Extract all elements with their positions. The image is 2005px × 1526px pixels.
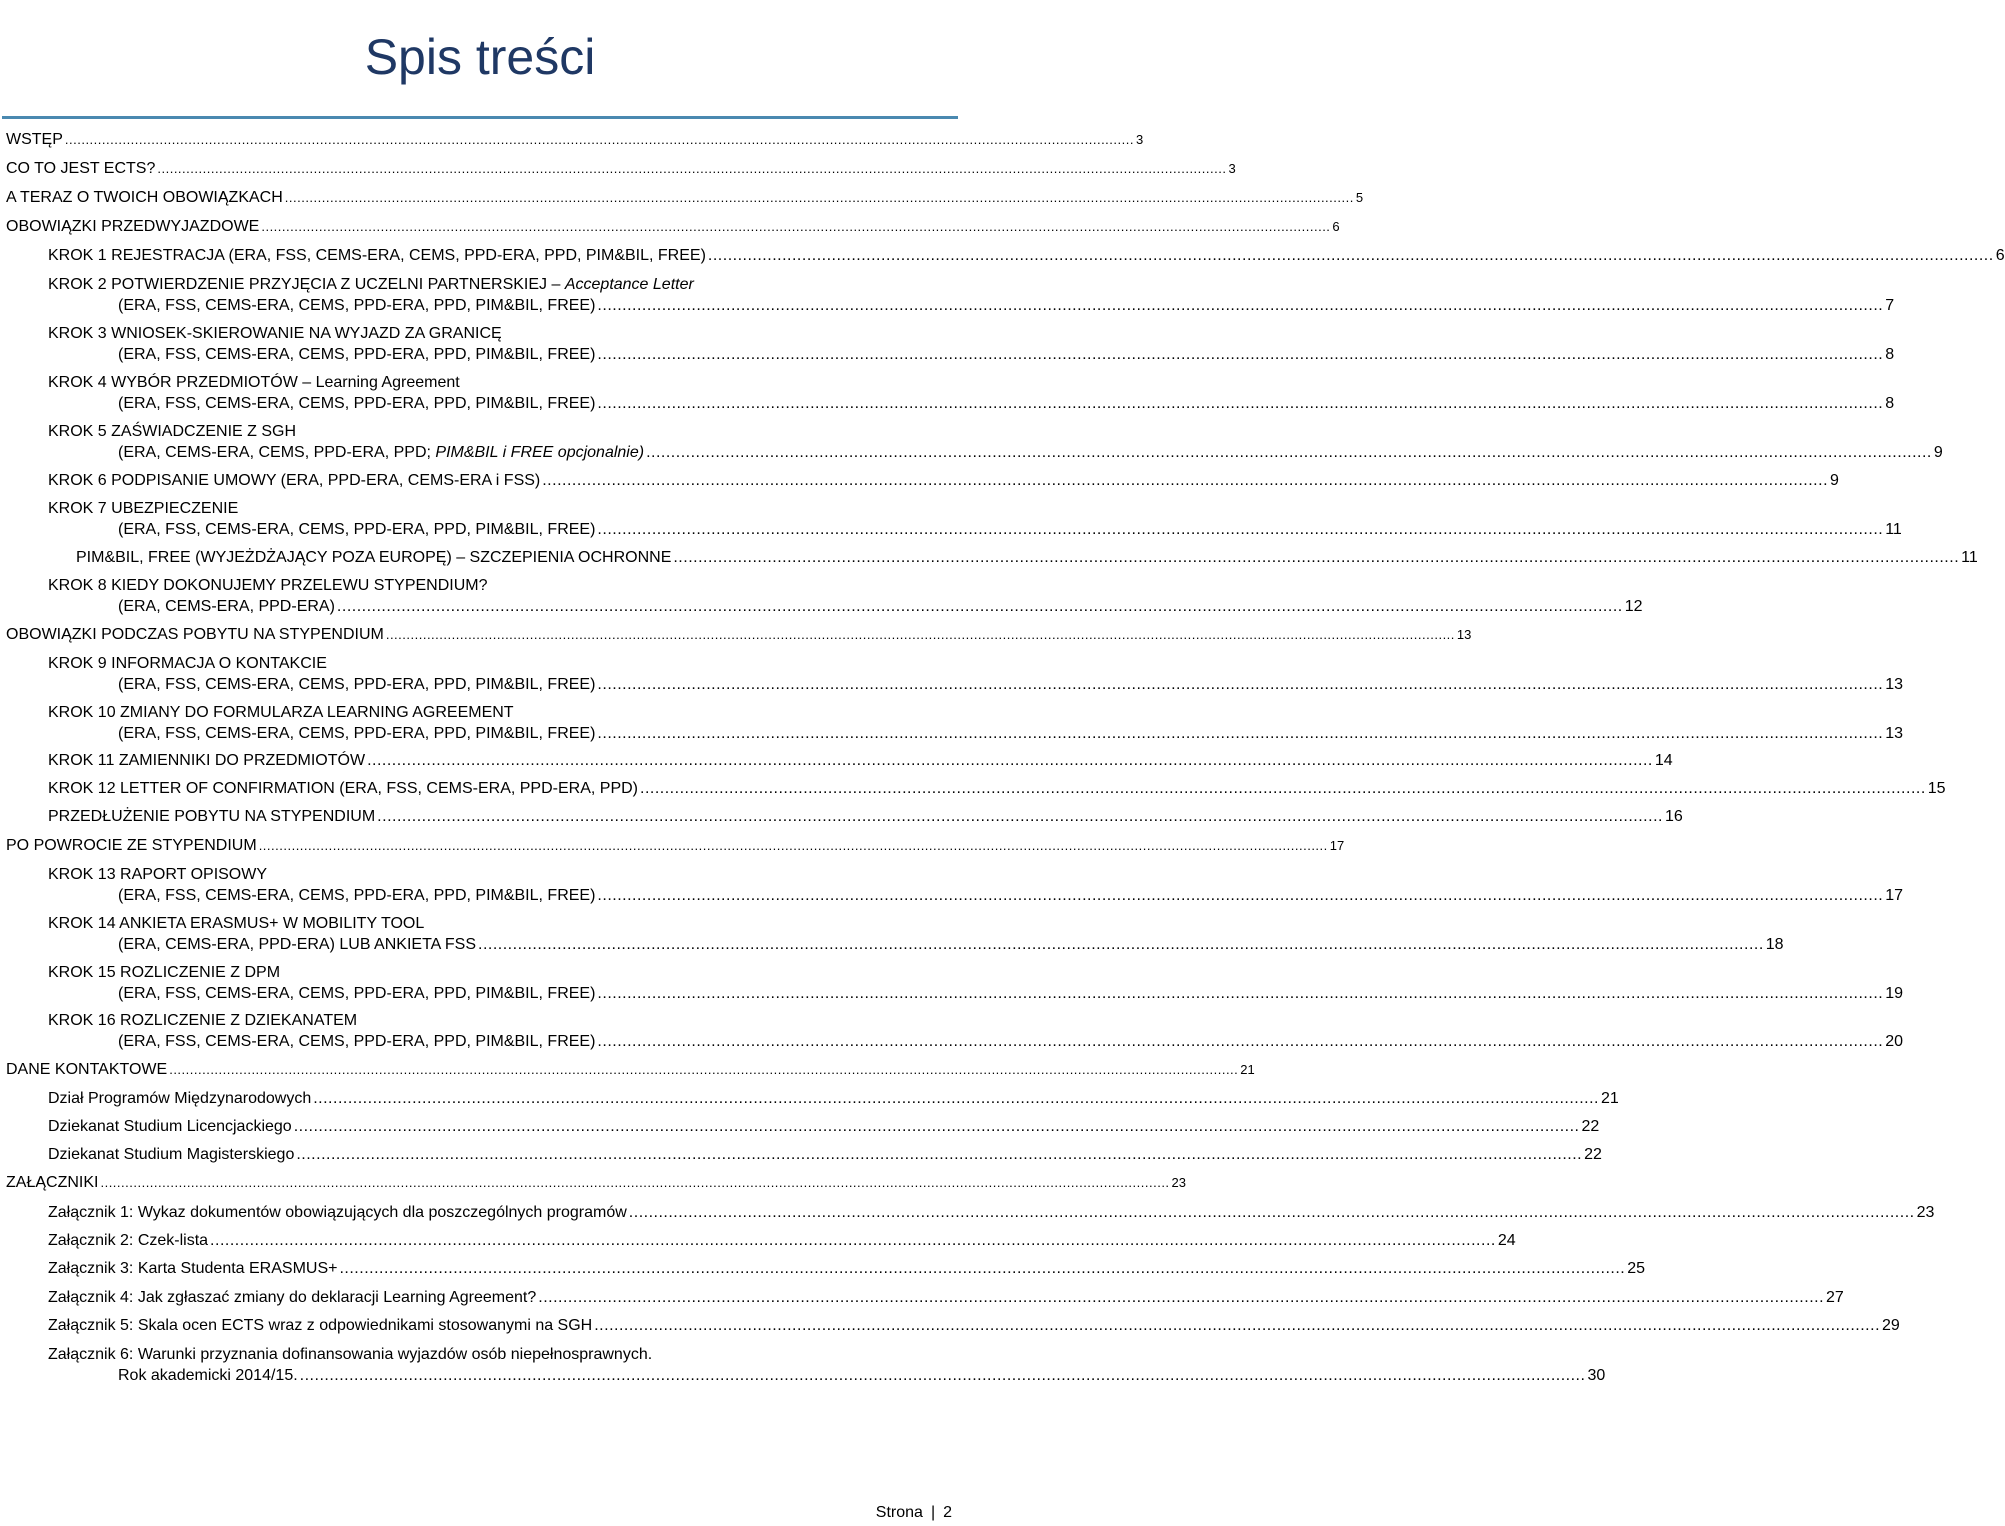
toc-page-number: 3 — [1135, 132, 1144, 147]
toc-entry-krok-16[interactable] — [118, 1031, 1903, 1053]
toc-entry-label: (ERA, FSS, CEMS-ERA, CEMS, PPD-ERA, PPD, PIM&BIL, FREE) — [118, 1033, 596, 1050]
toc-page-number: 21 — [1240, 1062, 1255, 1077]
toc-entry-label: Załącznik 2: Czek-lista — [48, 1232, 209, 1249]
toc-entry-podczas-pobytu[interactable] — [6, 624, 1472, 646]
toc-entry-zalacznik-3[interactable] — [48, 1258, 1646, 1280]
toc-page-number: 3 — [1228, 161, 1236, 176]
toc-page-number: 27 — [1826, 1289, 1844, 1306]
toc-dot-leader: .................................................................................................................................................................................................................................................................... — [673, 549, 1960, 566]
toc-entry-przedluzenie[interactable] — [48, 806, 1683, 828]
toc-entry-label: OBOWIĄZKI PRZEDWYJAZDOWE — [6, 218, 260, 235]
toc-entry-dziekanat-licencjacki[interactable] — [48, 1116, 1600, 1138]
toc-entry-label: Załącznik 4: Jak zgłaszać zmiany do deklaracji Learning Agreement? — [48, 1289, 537, 1306]
toc-dot-leader: .................................................................................................................................................................................................................................................................... — [293, 1118, 1580, 1135]
toc-dot-leader: .................................................................................................................................................................................................................................................................... — [100, 1175, 1170, 1190]
toc-dot-leader: .................................................................................................................................................................................................................................................................... — [313, 1090, 1599, 1107]
toc-page-number: 17 — [1885, 887, 1903, 904]
toc-page-number: 19 — [1885, 985, 1903, 1002]
toc-entry-label: (ERA, CEMS-ERA, PPD-ERA) LUB ANKIETA FSS — [118, 936, 476, 953]
toc-entry-krok-3-heading: KROK 3 WNIOSEK-SKIEROWANIE NA WYJAZD ZA GRANICĘ — [48, 325, 502, 342]
toc-page-number: 16 — [1664, 808, 1683, 825]
footer-label: Strona — [875, 1504, 923, 1521]
toc-entry-label: (ERA, FSS, CEMS-ERA, CEMS, PPD-ERA, PPD, PIM&BIL, FREE) — [118, 346, 596, 363]
toc-entry-label: (ERA, FSS, CEMS-ERA, CEMS, PPD-ERA, PPD, PIM&BIL, FREE) — [118, 521, 596, 538]
toc-entry-label-italic: PIM&BIL i FREE opcjonalnie) — [435, 444, 645, 461]
toc-entry-zalacznik-2[interactable] — [48, 1230, 1516, 1252]
toc-entry-zalacznik-6-heading: Załącznik 6: Warunki przyznania dofinansowania wyjazdów osób niepełnosprawnych. — [48, 1346, 653, 1363]
toc-dot-leader: .................................................................................................................................................................................................................................................................... — [258, 838, 1328, 853]
toc-dot-leader: .................................................................................................................................................................................................................................................................... — [284, 190, 1354, 205]
toc-entry-krok-9-heading: KROK 9 INFORMACJA O KONTAKCIE — [48, 655, 327, 672]
toc-dot-leader: .................................................................................................................................................................................................................................................................... — [597, 521, 1884, 538]
toc-entry-krok-15-heading: KROK 15 ROZLICZENIE Z DPM — [48, 964, 281, 981]
toc-entry-label: DANE KONTAKTOWE — [6, 1061, 168, 1078]
toc-dot-leader: .................................................................................................................................................................................................................................................................... — [646, 444, 1932, 461]
toc-page-number: 11 — [1885, 521, 1902, 538]
toc-entry-krok-14[interactable] — [118, 934, 1784, 956]
toc-dot-leader: .................................................................................................................................................................................................................................................................... — [542, 472, 1829, 489]
toc-dot-leader: .................................................................................................................................................................................................................................................................... — [640, 780, 1926, 797]
toc-entry-krok-1[interactable] — [48, 245, 2005, 267]
toc-entry-krok-7-heading: KROK 7 UBEZPIECZENIE — [48, 500, 239, 517]
toc-entry-dzial-programow[interactable] — [48, 1088, 1619, 1110]
toc-page-number: 24 — [1497, 1232, 1516, 1249]
toc-page-number: 6 — [1995, 247, 2005, 264]
toc-dot-leader: .................................................................................................................................................................................................................................................................... — [597, 985, 1884, 1002]
toc-entry-label: Dziekanat Studium Magisterskiego — [48, 1146, 295, 1163]
toc-dot-leader: .................................................................................................................................................................................................................................................................... — [707, 247, 1994, 264]
toc-entry-label: KROK 6 PODPISANIE UMOWY (ERA, PPD-ERA, CEMS-ERA i FSS) — [48, 472, 541, 489]
footer-separator: | — [930, 1504, 936, 1521]
toc-page-number: 12 — [1624, 598, 1643, 615]
toc-entry-obowiazki[interactable] — [6, 187, 1364, 209]
toc-dot-leader: .................................................................................................................................................................................................................................................................... — [597, 395, 1884, 412]
toc-dot-leader: .................................................................................................................................................................................................................................................................... — [628, 1204, 1915, 1221]
toc-dot-leader: .................................................................................................................................................................................................................................................................... — [261, 219, 1331, 234]
toc-page-number: 18 — [1765, 936, 1784, 953]
toc-entry-label: Załącznik 1: Wykaz dokumentów obowiązujących dla poszczególnych programów — [48, 1204, 627, 1221]
toc-entry-label-italic: Acceptance Letter — [564, 276, 694, 293]
toc-entry-krok-5-heading: KROK 5 ZAŚWIADCZENIE Z SGH — [48, 423, 297, 440]
toc-dot-leader: .................................................................................................................................................................................................................................................................... — [299, 1367, 1586, 1384]
toc-entry-label: (ERA, FSS, CEMS-ERA, CEMS, PPD-ERA, PPD, PIM&BIL, FREE) — [118, 395, 596, 412]
toc-page-number: 23 — [1916, 1204, 1935, 1221]
toc-entry-label: A TERAZ O TWOICH OBOWIĄZKACH — [6, 189, 283, 206]
toc-entry-krok-14-heading: KROK 14 ANKIETA ERASMUS+ W MOBILITY TOOL — [48, 915, 425, 932]
toc-entry-label-part: (ERA, CEMS-ERA, CEMS, PPD-ERA, PPD; — [118, 444, 436, 461]
toc-entry-label — [118, 442, 644, 464]
toc-entry-label: (ERA, FSS, CEMS-ERA, CEMS, PPD-ERA, PPD, PIM&BIL, FREE) — [118, 985, 596, 1002]
toc-dot-leader: .................................................................................................................................................................................................................................................................... — [377, 808, 1663, 825]
toc-dot-leader: .................................................................................................................................................................................................................................................................... — [597, 1033, 1884, 1050]
toc-dot-leader: .................................................................................................................................................................................................................................................................... — [597, 346, 1884, 363]
toc-entry-dziekanat-magisterski[interactable] — [48, 1144, 1602, 1166]
toc-dot-leader: .................................................................................................................................................................................................................................................................... — [296, 1146, 1583, 1163]
toc-entry-label: Rok akademicki 2014/15. — [118, 1367, 298, 1384]
toc-dot-leader: .................................................................................................................................................................................................................................................................... — [336, 598, 1623, 615]
toc-page-number: 29 — [1882, 1317, 1900, 1334]
toc-page-number: 9 — [1830, 472, 1839, 489]
toc-entry-label: (ERA, CEMS-ERA, PPD-ERA) — [118, 598, 335, 615]
toc-entry-zalacznik-5[interactable] — [48, 1315, 1900, 1337]
toc-page-number: 22 — [1584, 1146, 1602, 1163]
toc-dot-leader: .................................................................................................................................................................................................................................................................... — [385, 627, 1455, 642]
toc-page-number: 11 — [1961, 549, 1978, 566]
toc-entry-krok-2-heading — [48, 274, 694, 296]
toc-page-number: 20 — [1885, 1033, 1903, 1050]
toc-entry-label: KROK 2 POTWIERDZENIE PRZYJĘCIA Z UCZELNI PARTNERSKIEJ – — [48, 276, 565, 293]
toc-entry-krok-11[interactable] — [48, 750, 1673, 772]
toc-entry-zalaczniki[interactable] — [6, 1172, 1187, 1194]
toc-page-number: 14 — [1654, 752, 1673, 769]
toc-page-number: 15 — [1927, 780, 1946, 797]
toc-page-number: 13 — [1885, 676, 1903, 693]
toc-page-number: 13 — [1885, 725, 1903, 742]
toc-page-number: 6 — [1332, 219, 1340, 234]
toc-entry-label: PO POWROCIE ZE STYPENDIUM — [6, 837, 257, 854]
toc-entry-krok-4[interactable] — [118, 393, 1895, 415]
toc-entry-label: (ERA, FSS, CEMS-ERA, CEMS, PPD-ERA, PPD, PIM&BIL, FREE) — [118, 676, 596, 693]
toc-entry-krok-4-heading: KROK 4 WYBÓR PRZEDMIOTÓW – Learning Agreement — [48, 374, 460, 391]
toc-page-number: 7 — [1885, 297, 1895, 314]
toc-entry-krok-12[interactable] — [48, 778, 1946, 800]
footer-page-number: 2 — [943, 1504, 952, 1521]
toc-entry-krok-5[interactable] — [118, 442, 1943, 464]
toc-entry-krok-10[interactable] — [118, 723, 1903, 745]
toc-entry-label: WSTĘP — [6, 131, 63, 148]
toc-page-number: 22 — [1581, 1118, 1600, 1135]
toc-entry-krok-2[interactable] — [118, 295, 1895, 317]
toc-entry-krok-15[interactable] — [118, 983, 1903, 1005]
toc-entry-krok-7[interactable] — [118, 519, 1902, 541]
toc-dot-leader: .................................................................................................................................................................................................................................................................... — [538, 1289, 1825, 1306]
toc-entry-label: OBOWIĄZKI PODCZAS POBYTU NA STYPENDIUM — [6, 626, 384, 643]
toc-entry-krok-13-heading: KROK 13 RAPORT OPISOWY — [48, 866, 268, 883]
toc-entry-label: Załącznik 5: Skala ocen ECTS wraz z odpowiednikami stosowanymi na SGH — [48, 1317, 593, 1334]
toc-dot-leader: .................................................................................................................................................................................................................................................................... — [594, 1317, 1881, 1334]
toc-entry-krok-8[interactable] — [118, 596, 1643, 618]
toc-entry-krok-6[interactable] — [48, 470, 1839, 492]
toc-dot-leader: .................................................................................................................................................................................................................................................................... — [597, 676, 1884, 693]
toc-entry-label: Załącznik 3: Karta Studenta ERASMUS+ — [48, 1260, 338, 1277]
toc-entry-zalacznik-4[interactable] — [48, 1287, 1844, 1309]
toc-dot-leader: .................................................................................................................................................................................................................................................................... — [339, 1260, 1626, 1277]
toc-dot-leader: .................................................................................................................................................................................................................................................................... — [597, 725, 1884, 742]
toc-entry-dane-kontaktowe[interactable] — [6, 1059, 1255, 1081]
toc-dot-leader: .................................................................................................................................................................................................................................................................... — [169, 1062, 1239, 1077]
toc-page-number: 13 — [1456, 627, 1472, 642]
toc-dot-leader: .................................................................................................................................................................................................................................................................... — [597, 297, 1884, 314]
toc-dot-leader: .................................................................................................................................................................................................................................................................... — [597, 887, 1884, 904]
toc-entry-krok-16-heading: KROK 16 ROZLICZENIE Z DZIEKANATEM — [48, 1012, 358, 1029]
toc-entry-zalacznik-1[interactable] — [48, 1202, 1935, 1224]
toc-entry-label: KROK 12 LETTER OF CONFIRMATION (ERA, FSS, CEMS-ERA, PPD-ERA, PPD) — [48, 780, 638, 797]
toc-dot-leader: .................................................................................................................................................................................................................................................................... — [478, 936, 1764, 953]
toc-entry-krok-13[interactable] — [118, 885, 1903, 907]
toc-entry-szczepienia[interactable] — [76, 547, 1978, 569]
toc-dot-leader: .................................................................................................................................................................................................................................................................... — [157, 161, 1227, 176]
page-footer — [876, 1502, 952, 1524]
toc-page-number: 23 — [1171, 1175, 1187, 1190]
toc-entry-label: (ERA, FSS, CEMS-ERA, CEMS, PPD-ERA, PPD, PIM&BIL, FREE) — [118, 297, 596, 314]
toc-entry-zalacznik-6[interactable] — [118, 1365, 1606, 1387]
toc-entry-label: KROK 11 ZAMIENNIKI DO PRZEDMIOTÓW — [48, 752, 366, 769]
toc-page-number: 8 — [1885, 346, 1895, 363]
toc-entry-label: ZAŁĄCZNIKI — [6, 1174, 99, 1191]
page-title: Spis treści — [364, 29, 596, 85]
toc-entry-label: PRZEDŁUŻENIE POBYTU NA STYPENDIUM — [48, 808, 376, 825]
toc-page-number: 25 — [1627, 1260, 1646, 1277]
toc-entry-label: (ERA, FSS, CEMS-ERA, CEMS, PPD-ERA, PPD, PIM&BIL, FREE) — [118, 725, 596, 742]
toc-entry-po-powrocie[interactable] — [6, 835, 1345, 857]
toc-dot-leader: .................................................................................................................................................................................................................................................................... — [367, 752, 1653, 769]
toc-entry-label: Dziekanat Studium Licencjackiego — [48, 1118, 292, 1135]
toc-entry-krok-3[interactable] — [118, 344, 1895, 366]
toc-entry-label: Dział Programów Międzynarodowych — [48, 1090, 312, 1107]
toc-entry-krok-9[interactable] — [118, 674, 1903, 696]
toc-entry-label: KROK 1 REJESTRACJA (ERA, FSS, CEMS-ERA, CEMS, PPD-ERA, PPD, PIM&BIL, FREE) — [48, 247, 706, 264]
toc-entry-label: CO TO JEST ECTS? — [6, 160, 156, 177]
toc-entry-label: (ERA, FSS, CEMS-ERA, CEMS, PPD-ERA, PPD, PIM&BIL, FREE) — [118, 887, 596, 904]
toc-entry-krok-8-heading: KROK 8 KIEDY DOKONUJEMY PRZELEWU STYPENDIUM? — [48, 577, 488, 594]
toc-entry-krok-10-heading: KROK 10 ZMIANY DO FORMULARZA LEARNING AGREEMENT — [48, 704, 514, 721]
toc-page-number: 8 — [1885, 395, 1895, 412]
toc-dot-leader: .................................................................................................................................................................................................................................................................... — [210, 1232, 1496, 1249]
toc-page-number: 5 — [1355, 190, 1364, 205]
toc-entry-przedwyjazdowe[interactable] — [6, 216, 1340, 238]
toc-entry-ects[interactable] — [6, 158, 1236, 180]
toc-page-number: 21 — [1601, 1090, 1619, 1107]
toc-page-number: 30 — [1587, 1367, 1606, 1384]
toc-entry-label: PIM&BIL, FREE (WYJEŻDŻAJĄCY POZA EUROPĘ) – SZCZEPIENIA OCHRONNE — [76, 549, 672, 566]
toc-entry-wstep[interactable] — [6, 129, 1144, 151]
toc-page-number: 9 — [1933, 444, 1943, 461]
toc-page-number: 17 — [1329, 838, 1345, 853]
toc-dot-leader: .................................................................................................................................................................................................................................................................... — [64, 132, 1134, 147]
